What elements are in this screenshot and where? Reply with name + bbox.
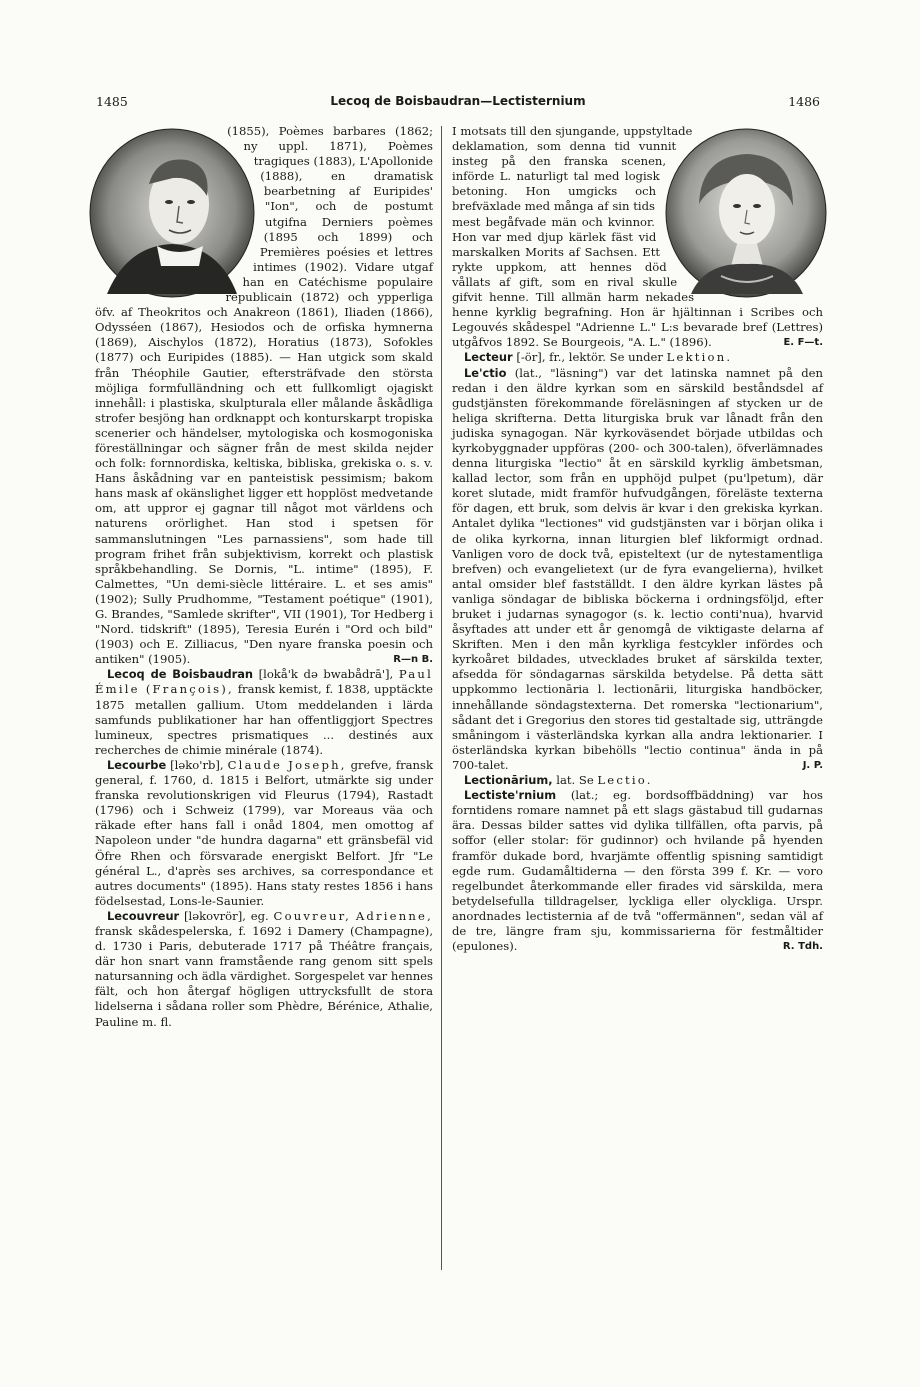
cross-reference: Lectio. — [597, 773, 653, 788]
page-header — [96, 94, 820, 114]
headword: Lecteur — [464, 350, 513, 365]
left-column — [95, 124, 433, 1030]
portrait-leconte-de-lisle-image — [87, 126, 257, 300]
entry-lecteur: Lecteur [-ör], fr., lektör. Se under Lektion. — [464, 350, 733, 365]
entry-lectisternium: Lectiste'rnium (lat.; eg. bordsoffbäddning) var hos forntidens romare namnet på ett slags gästabud till gudarnas ära. Dessas bilder sattes vid dylika tillfällen, ofta parvis, på soffor (eller stolar: för gudinnor) och hvilande på hyenden framför dukade bord, hvarjämte offentlig spisning samtidigt egde rum. Gudamåltiderna — den första 399 f. Kr. — voro regelbundet återkommande eller firades vid särskilda, mera betydelsefulla tilldragelser, lyckliga eller olyckliga. Urspr. anordnades lectisternia af de två "offermännen", sedan väl af de tre, längre fram sju, kommissarierna för festmåltider (epulones). R. Tdh. — [452, 788, 823, 954]
entry-leconte-continued: (1855), Poèmes barbares (1862; ny uppl. 1871), Poèmes tragiques (1883), L'Apollonide (1888), en dramatisk bearbetning af Euripides' "Ion", och de postumt utgifna Derniers poèmes (1895 och 1899) och Premières poésies et lettres intimes (1902). Vidare utgaf han en Catéchisme populaire républicain (1872) och ypperliga öfv. af Theokritos och Anakreon (1861), Iliaden (1866), Odysséen (1867), Hesiodos och de orfiska hymnerna (1869), Aischylos (1872), Horatius (1873), Sofokles (1877) och Euripides (1885). — Han utgick som skald från Théophile Gautier, eftersträfvade den största möjliga formfulländning och ett fullkomligt ojagiskt innehåll: i plastiska, skulpturala eller målande åskådliga strofer besjöng han ordknappt och konturskarpt tropiska scenerier och händelser, mytologiska och kosmogoniska föreställningar och sägner från de mest skilda nejder och folk: fornnordiska, keltiska, bibliska, grekiska o. s. v. Hans åskådning var en panteistisk pessimism; bakom hans mask af okänslighet ligger ett hopplöst medvetande om, att uppror ej gagnar till något mot världens och naturens orörlighet. Han stod i spetsen för sammanslutningen "Les parnassiens", som hade till program frihet från subjektivism, korrekt och plastisk språkbehandling. Se Dornis, "L. intime" (1895), F. Calmettes, "Un demi-siècle littéraire. L. et ses amis" (1902); Sully Prudhomme, "Testament poétique" (1901), G. Brandes, "Samlede skrifter", VII (1901), Tor Hedberg i "Nord. tidskrift" (1895), Teresia Eurén i "Ord och bild" (1903) och E. Zilliacus, "Den nyare franska poesin och antiken" (1905). R—n B. — [95, 124, 433, 667]
entry-signature: R. Tdh. — [782, 941, 823, 953]
entry-lecouvreur-continued: I motsats till den sjungande, uppstyltade deklamation, som denna tid vunnit insteg på den franska scenen, införde L. naturligt tal med logisk betoning. Hon umgicks och brefväxlade med många af sin tids mest begåfvade män och kvinnor. Hon var med djup kärlek fäst vid marskalken Morits af Sachsen. Ett rykte uppkom, att hennes död vållats af gift, som en rival skulle gifvit henne. Till allmän harm nekades henne kyrklig begrafning. Hon är hjältinnan i Scribes och Legouvés skådespel "Adrienne L." L:s bevarade bref (Lettres) utgåfvos 1892. Se Bourgeois, "A. L." (1896). E. F—t. — [452, 124, 823, 350]
headword: Lectiste'rnium — [464, 788, 557, 803]
entry-signature: J. P. — [802, 759, 823, 771]
headword: Le'ctio — [464, 365, 507, 380]
headword: Lecouvreur — [107, 908, 180, 923]
page-number-right: 1486 — [788, 94, 820, 109]
entry-lecouvreur: Lecouvreur [ləkovrör], eg. Couvreur, Adrienne, fransk skådespelerska, f. 1692 i Damery (Champagne), d. 1730 i Paris, debuterade 1717 på Théâtre français, där hon snart vann framstående rang genom sitt spels natursanning och ädla värdighet. Sorgespelet var hennes fält, och hon återgaf högligen uttrycksfullt de stora lidelserna i sådana roller som Phèdre, Bérénice, Athalie, Pauline m. fl. — [95, 908, 433, 1029]
entry-signature: E. F—t. — [783, 337, 823, 349]
running-title: Lecoq de Boisbaudran—Lectisternium — [330, 94, 586, 108]
headword: Lecoq de Boisbaudran — [107, 667, 254, 682]
entry-lecoq-de-boisbaudran: Lecoq de Boisbaudran [lokå'k də bwabådrā'], Paul Émile (François), fransk kemist, f. 1838, upptäckte 1875 metallen gallium. Utom meddelanden i lärda samfunds publikationer har han offentliggjort Spectres lumineux, spectres prismatiques ... destinés aux recherches de chimie minérale (1874). — [95, 667, 433, 757]
entry-lecourbe: Lecourbe [ləko'rb], Claude Joseph, grefve, fransk general, f. 1760, d. 1815 i Belfort, utmärkte sig under franska revolutionskrigen vid Fleurus (1794), Rastadt (1796) och i Schweiz (1799), var Moreaus väa och räkade efter hans fall i onåd 1804, men omottog af Napoleon under "de hundra dagarna" ett gränsbefäl vid Öfre Rhen och försvarade energiskt Belfort. Jfr "Le général L., d'après ses archives, sa correspondance et autres documents" (1895). Hans staty restes 1856 i hans födelsestad, Lons-le-Saunier. — [95, 757, 434, 908]
headword: Lectionārium, — [464, 773, 553, 788]
entry-signature: R—n B. — [393, 654, 433, 666]
cross-reference: Lektion. — [666, 350, 733, 365]
column-divider — [441, 126, 442, 1270]
right-column — [452, 124, 823, 954]
entry-lectionarium: Lectionārium, lat. Se Lectio. — [464, 773, 653, 788]
entry-lectio: Le'ctio (lat., "läsning") var det latinska namnet på den redan i den äldre kyrkan som en särskild beståndsdel af gudstjänsten förekommande föreläsningen af stycken ur de heliga skrifterna. Detta liturgiska bruk var lånadt från den judiska synagogan. När kyrkoväsendet började utbildas och kyrkobyggnader uppföras (200- och 300-talen), öfverlämnades denna liturgiska "lectio" åt en särskild kyrklig ämbetsman, kallad lector, som från en upphöjd pulpet (pu'lpetum), där koret slutade, midt framför hufvudgången, föreläste texterna för dagen, ett bruk, som delvis är kvar i den grekiska kyrkan. Antalet dylika "lectiones" vid gudstjänsten var i början olika i de olika kyrkorna, innan liturgien blef likformigt ordnad. Vanligen voro de dock två, episteltext (ur de nytestamentliga brefven) och evangelietext (ur de fyra evangelierna), hvilket antal omsider blef fastställdt. I den äldre kyrkan lästes på vanliga söndagar de bibliska böckerna i ordningsföljd, efter bruket i judarnas synagogor (s. k. lectio conti'nua), hvarvid åsyftades att under ett år genomgå de viktigaste delarna af Skriften. Men i den mån kyrkliga festcykler infördes och kyrkoåret bildades, utvecklades bruket af särskilda texter, afsedda för söndagarnas särskilda betydelse. På detta sätt uppkommo lectionāria l. lectionārii, liturgiska handböcker, innehållande söndagstexterna. Det romerska "lectionarium", sådant det i Gregorius den stores tid gestaltade sig, utträngde småningom i västerländska kyrkan alla andra lektionarier. I österländska kyrkan bibehölls "lectio continua" ända in på 700-talet. J. P. — [452, 365, 823, 772]
page-number-left: 1485 — [96, 94, 128, 109]
portrait-adrienne-lecouvreur-image — [661, 126, 831, 300]
headword: Lecourbe — [107, 757, 167, 772]
